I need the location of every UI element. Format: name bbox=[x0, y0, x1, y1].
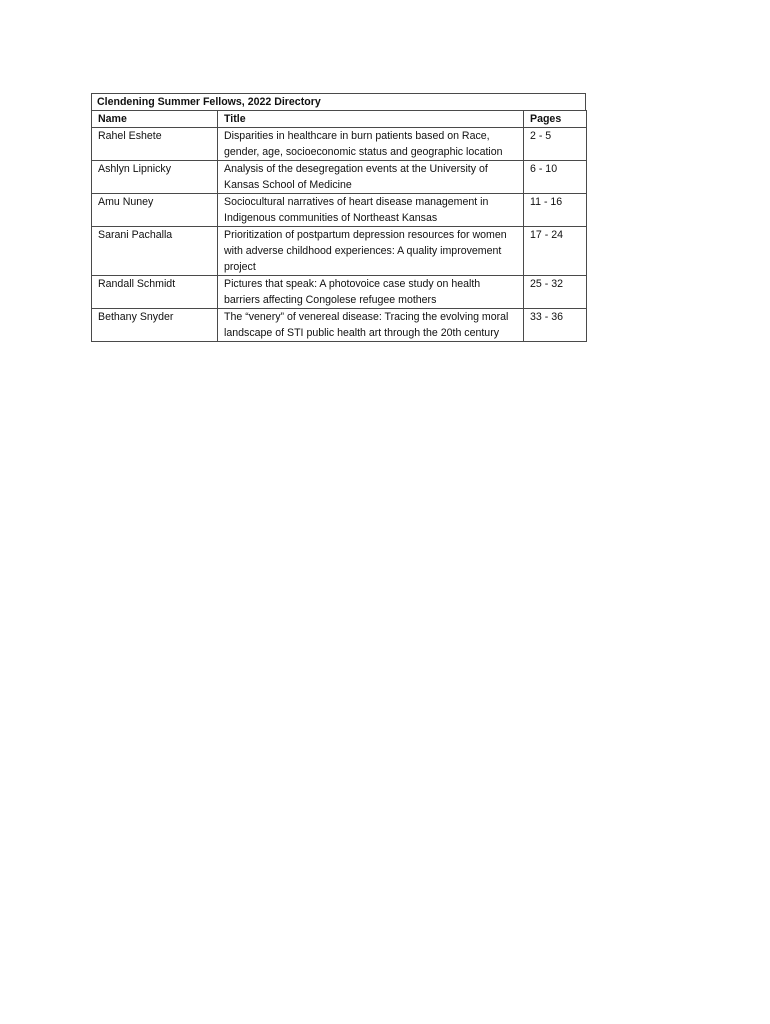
page-range: 2 - 5 bbox=[524, 128, 587, 161]
table-row bbox=[92, 194, 587, 227]
project-title: Pictures that speak: A photovoice case study on health barriers affecting Congolese refugee mothers bbox=[218, 276, 524, 309]
page-range: 11 - 16 bbox=[524, 194, 587, 227]
fellow-name: Sarani Pachalla bbox=[92, 227, 218, 276]
fellow-name: Randall Schmidt bbox=[92, 276, 218, 309]
project-title: The “venery” of venereal disease: Tracing the evolving moral landscape of STI public health art through the 20th century bbox=[218, 309, 524, 342]
page-range: 6 - 10 bbox=[524, 161, 587, 194]
fellow-name: Ashlyn Lipnicky bbox=[92, 161, 218, 194]
page-range: 17 - 24 bbox=[524, 227, 587, 276]
name-column-header: Name bbox=[92, 111, 218, 128]
table-row bbox=[92, 128, 587, 161]
page-range: 33 - 36 bbox=[524, 309, 587, 342]
fellow-name: Bethany Snyder bbox=[92, 309, 218, 342]
title-column-header: Title bbox=[218, 111, 524, 128]
pages-column-header: Pages bbox=[524, 111, 587, 128]
fellow-name: Rahel Eshete bbox=[92, 128, 218, 161]
directory-table bbox=[91, 110, 587, 342]
fellow-name: Amu Nuney bbox=[92, 194, 218, 227]
table-row bbox=[92, 276, 587, 309]
project-title: Analysis of the desegregation events at the University of Kansas School of Medicine bbox=[218, 161, 524, 194]
table-row bbox=[92, 309, 587, 342]
directory-caption: Clendening Summer Fellows, 2022 Directory bbox=[91, 93, 586, 110]
fellows-directory bbox=[91, 93, 586, 342]
project-title: Disparities in healthcare in burn patients based on Race, gender, age, socioeconomic status and geographic location bbox=[218, 128, 524, 161]
header-row bbox=[92, 111, 587, 128]
project-title: Sociocultural narratives of heart disease management in Indigenous communities of Northeast Kansas bbox=[218, 194, 524, 227]
project-title: Prioritization of postpartum depression resources for women with adverse childhood experiences: A quality improvement project bbox=[218, 227, 524, 276]
page-range: 25 - 32 bbox=[524, 276, 587, 309]
table-row bbox=[92, 161, 587, 194]
table-row bbox=[92, 227, 587, 276]
